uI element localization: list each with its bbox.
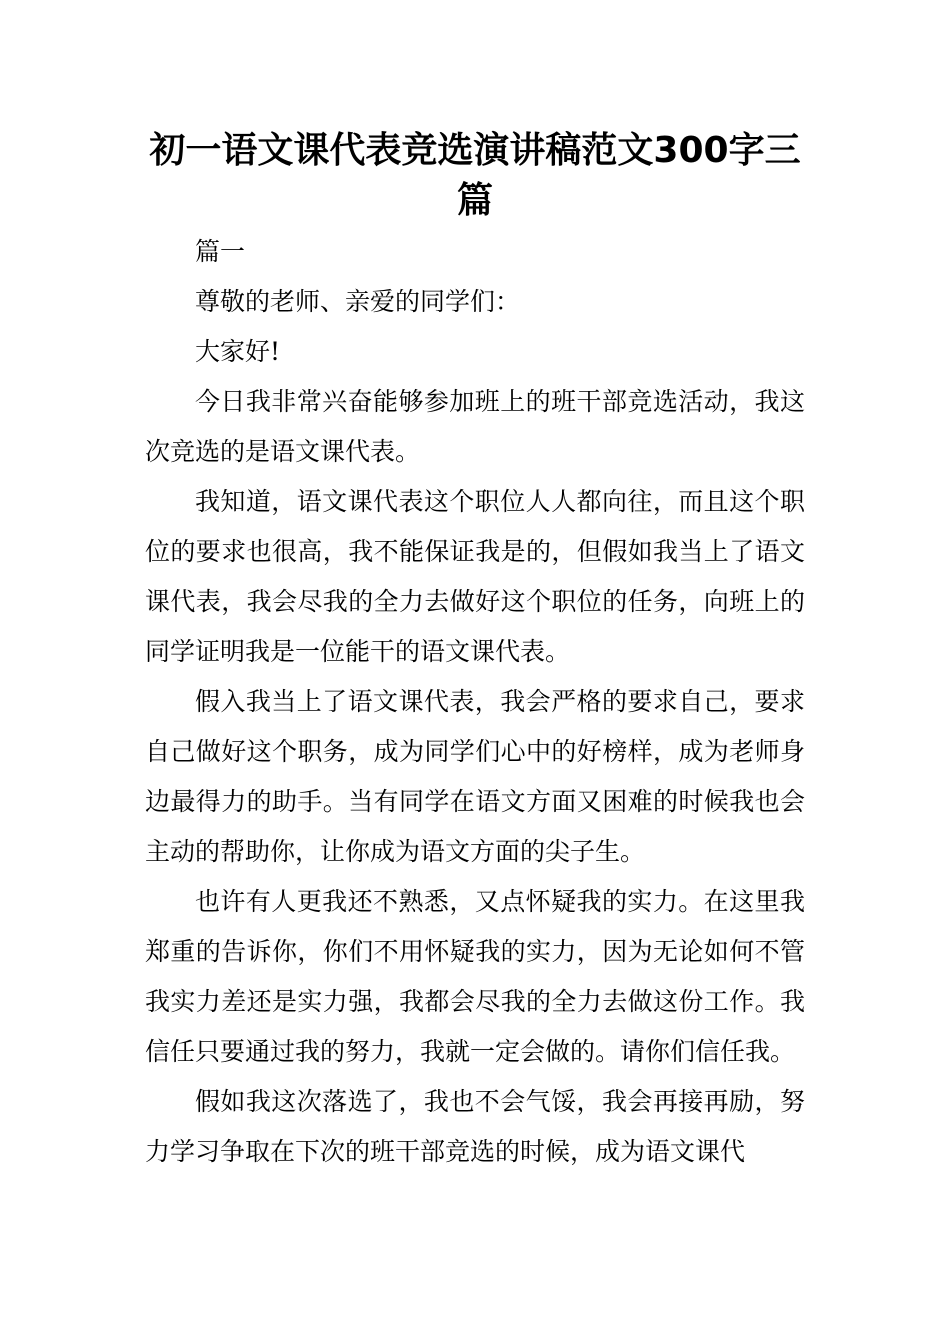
document-title: 初一语文课代表竞选演讲稿范文300字三篇 bbox=[149, 130, 801, 221]
greeting: 大家好! bbox=[195, 337, 281, 366]
paragraph: 我知道，语文课代表这个职位人人都向往，而且这个职位的要求也很高，我不能保证我是的，但假如我当上了语文课代表，我会尽我的全力去做好这个职位的任务，向班上的同学证明我是一位能干的语文课代表。 bbox=[145, 487, 805, 666]
salutation: 尊敬的老师、亲爱的同学们： bbox=[195, 287, 521, 316]
paragraph: 假入我当上了语文课代表，我会严格的要求自己，要求自己做好这个职务，成为同学们心中的好榜样，成为老师身边最得力的助手。当有同学在语文方面又困难的时候我也会主动的帮助你，让你成为语文方面的尖子生。 bbox=[145, 687, 805, 866]
document-body bbox=[145, 227, 805, 1177]
paragraph: 今日我非常兴奋能够参加班上的班干部竞选活动，我这次竞选的是语文课代表。 bbox=[145, 387, 805, 466]
section-heading: 篇一 bbox=[195, 237, 246, 266]
paragraph: 也许有人更我还不熟悉，又点怀疑我的实力。在这里我郑重的告诉你，你们不用怀疑我的实力，因为无论如何不管我实力差还是实力强，我都会尽我的全力去做这份工作。我信任只要通过我的努力，我就一定会做的。请你们信任我。 bbox=[145, 887, 805, 1066]
paragraph: 假如我这次落选了，我也不会气馁，我会再接再励，努力学习争取在下次的班干部竞选的时候，成为语文课代 bbox=[145, 1087, 805, 1166]
